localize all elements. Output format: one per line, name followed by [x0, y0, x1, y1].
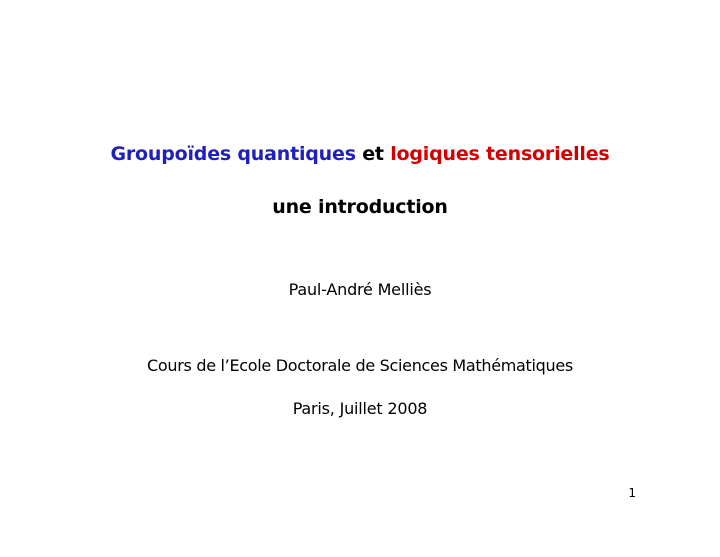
title-part-quantum-groupoids: Groupoïdes quantiques — [110, 143, 356, 165]
title-connector: et — [362, 143, 384, 165]
title-part-tensor-logics: logiques tensorielles — [390, 143, 610, 165]
slide-subtitle: une introduction — [272, 196, 448, 218]
affiliation: Cours de l’Ecole Doctorale de Sciences Mathématiques — [147, 356, 573, 375]
slide-title — [0, 143, 720, 165]
place-date: Paris, Juillet 2008 — [292, 399, 428, 418]
page-number: 1 — [628, 486, 636, 500]
author-name: Paul-André Melliès — [288, 280, 432, 299]
